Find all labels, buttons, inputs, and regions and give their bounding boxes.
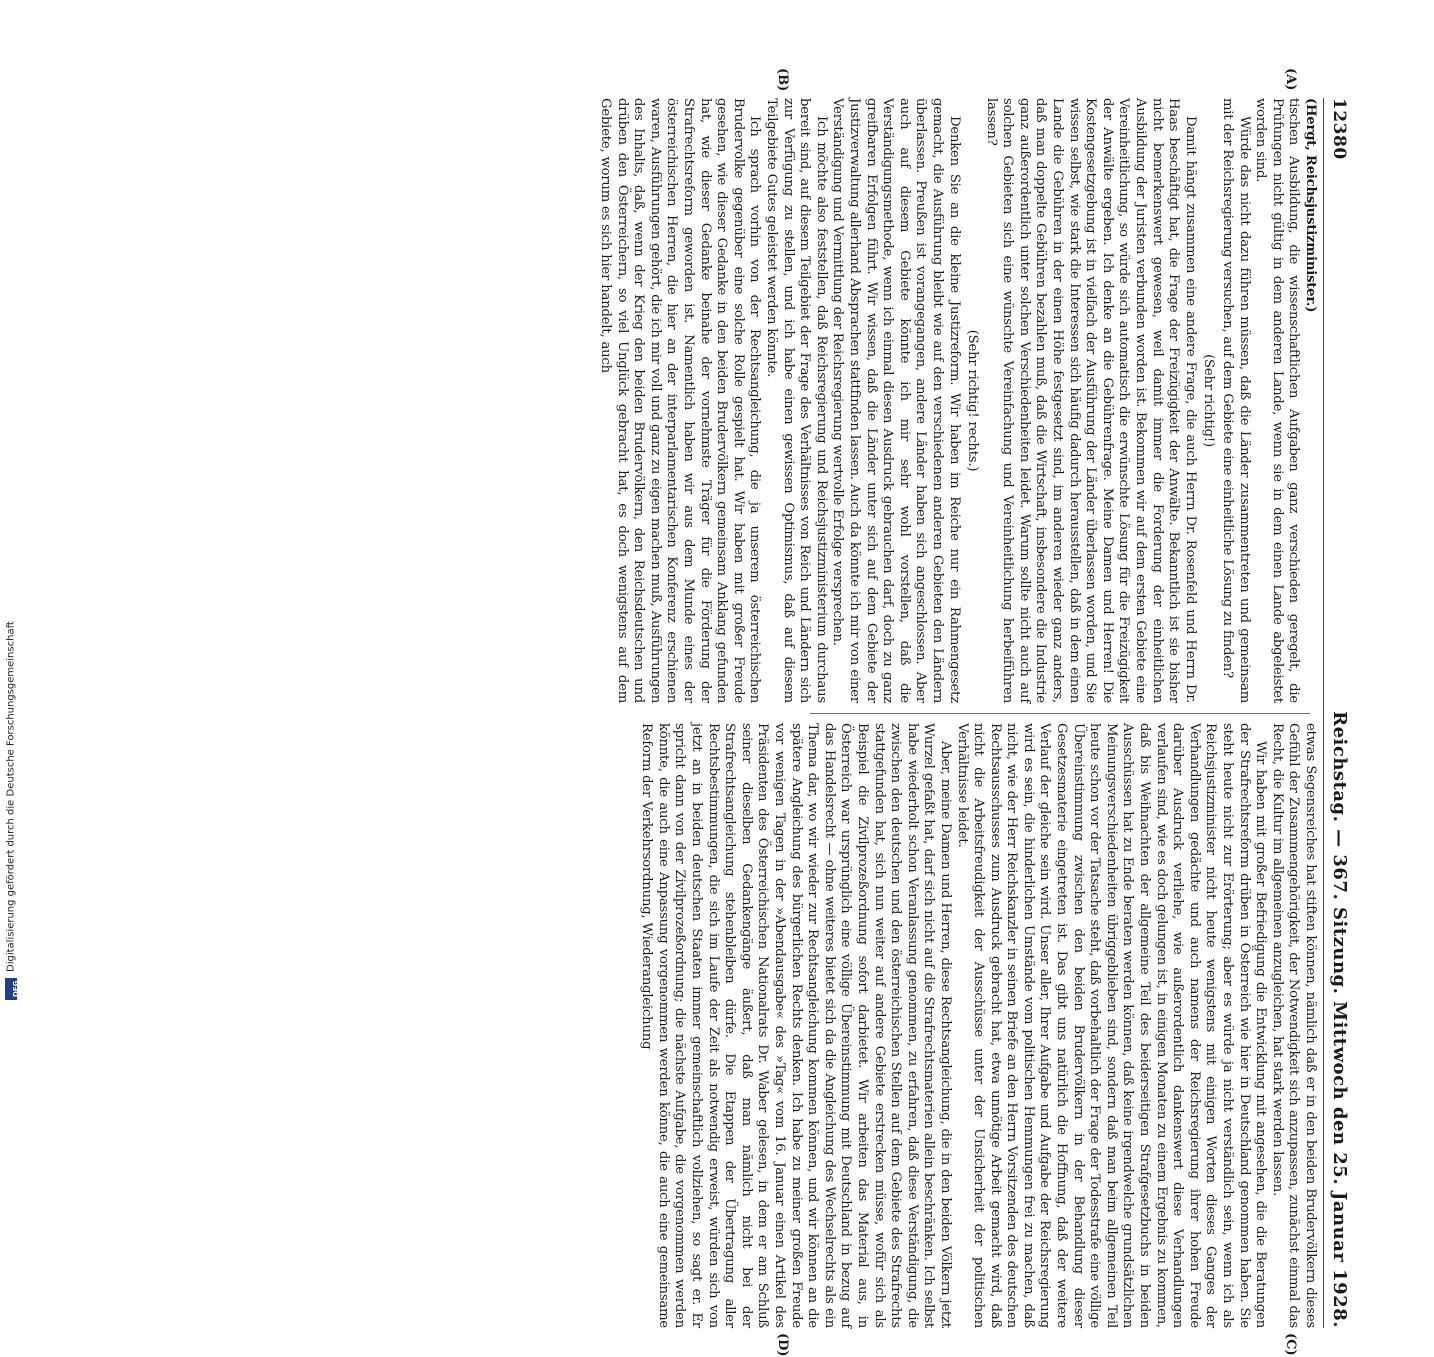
margin-marker-b: (B) bbox=[775, 68, 790, 92]
page-header bbox=[1323, 98, 1350, 1328]
margin-marker-d: (D) bbox=[775, 1333, 790, 1357]
speaker-label: (Hergt, Reichsjustizminister.) bbox=[1303, 98, 1318, 313]
rotated-document bbox=[120, 68, 1350, 1357]
right-column bbox=[548, 723, 1318, 1328]
reaction: (Sehr richtig!) bbox=[1201, 354, 1217, 447]
funding-note-text: Digitalisierung gefördert durch die Deutsche Forschungsgemeinschaft bbox=[5, 621, 17, 972]
funding-note bbox=[4, 0, 18, 1000]
left-column bbox=[548, 98, 1318, 703]
paragraph: etwas Segensreiches hat stiften können, nämlich daß er in den beiden Brudervölkern dieses Gefühl der Zusammengehörigkeit, der Notwendigkeit sich anzupassen, zunächst einmal das Recht, die Kultur im allgemeinen anzugleichen, hat stark werden lassen. bbox=[1269, 723, 1318, 1328]
paragraph: tischen Ausbildung, die wissenschaftlichen Aufgaben ganz verschieden geregelt, die Prüfungen nicht gültig in dem anderen Lande, wenn sie in dem einen Lande abgeleistet worden sind. bbox=[1253, 98, 1302, 703]
paragraph: Damit hängt zusammen eine andere Frage, die auch Herrn Dr. Rosenfeld und Herrn Dr. Haas beschäftigt hat, die Frage der Freizügigkeit der Anwälte. Bekanntlich ist sie bisher nicht bemerkenswert gewesen, weil damit immer die Forderung der einheitlichen Ausbildung der Juristen verbunden worden ist. Bekommen wir auf dem ersten Gebiete eine Vereinheitlichung, so würde sich automatisch die erwünschte Lösung für die Freizügigkeit der Anwälte ergeben. Ich denke an die Gebührenfrage. Meine Damen und Herren! Die Kostengesetzgebung ist in vielfach der Ausführung der Länder überlassen worden, und Sie wissen selbst, wie stark die Interessen sich häufig dadurch herausstellen, daß in dem einen Lande die Gebühren in der einen Höhe festgesetzt sind, im anderen wieder ganz anders, daß man doppelte Gebühren bezahlen muß, daß die Wirtschaft, insbesondere die Industrie ganz außerordentlich unter solchen Verschiedenheiten leidet. Warum sollte nicht auch auf solchen Gebieten sich eine wünschte Vereinfachung und Vereinheitlichung herbeiführen lassen? bbox=[983, 98, 1198, 703]
text-columns bbox=[548, 98, 1318, 1328]
paragraph: Würde das nicht dazu führen müssen, daß die Länder zusammentreten und gemeinsam mit der Reichsregierung versuchen, auf dem Gebiete eine einheitliche Lösung zu finden? bbox=[1220, 98, 1252, 703]
margin-marker-c: (C) bbox=[1283, 1333, 1298, 1356]
paragraph: Wir haben mit großer Befriedigung die Entwicklung mit angesehen, die die Beratungen der Strafrechtsreform drüben in Österreich wie hier in Deutschland genommen haben. Sie steht heute nicht zur Erörterung; aber es würde ja nicht verständlich sein, wenn ich als Reichsjustizminister nicht heute wenigstens mit einigen Worten dieses Ganges der Verhandlungen gedächte und auch namens der Reichsregierung ihrer hohen Freude darüber Ausdruck verliehe, wie außerordentlich dankenswert diese Verhandlungen verlaufen sind, wie es doch gelungen ist, in einigen Monaten zu einem Ergebnis zu kommen, daß bis Weihnachten der allgemeine Teil des beiderseitigen Strafgesetzbuchs in beiden Ausschüssen hat zu Ende beraten werden können, daß keine irgendwelche grundsätzlichen Meinungsverschiedenheiten übriggeblieben sind, sondern daß man beim allgemeinen Teil heute schon vor der Tatsache steht, daß vorbehaltlich der Frage der Todesstrafe eine völlige Übereinstimmung zwischen den beiden Brudervölkern in der Behandlung dieser Gesetzesmaterie eingetreten ist. Das gibt uns natürlich die Hoffnung, daß der weitere Verlauf der gleiche sein wird. Unser aller, Ihrer Aufgabe und Aufgabe der Reichsregierung wird es sein, die hinderlichen Umstände vom politischen Hemmungen frei zu machen, daß nicht, wie der Herr Reichskanzler in seinen Briefe an den Herrn Vorsitzenden des deutschen Rechtsausschusses zum Ausdruck gebracht hat, etwa unnötige Arbeit gemacht wird, daß nicht die Arbeitsfreudigkeit der Ausschüsse unter der Unsicherheit der politischen Verhältnisse leidet. bbox=[954, 723, 1269, 1328]
dfg-logo: DFG bbox=[5, 978, 17, 1000]
margin-marker-a: (A) bbox=[1283, 68, 1298, 91]
page-number: 12380 bbox=[1329, 98, 1349, 160]
paragraph: Ich möchte also feststellen, daß Reichsregierung und Reichsjustizministerium durchaus bereit sind, auf diesem Teilgebiet der Frage des Verhältnisses von Reich und Ländern sich zur Verfügung zu stellen, und ich habe einen gewissen Optimismus, daß auf diesem Teilgebiete Gutes geleistet werden könnte. bbox=[764, 98, 829, 703]
paragraph: Aber, meine Damen und Herren, diese Rechtsangleichung, die in den beiden Völkern jetzt Wurzel gefaßt hat, darf sich nicht auf die Strafrechtsmaterien allein beschränken. Ich selbst habe wiederholt schon Veranlassung genommen, zu erfahren, daß diese Verständigung, die zwischen den deutschen und den österreichischen Stellen auf dem Gebiete des Strafrechts stattgefunden hat, sich nun weiter auf andere Gebiete erstrecken müsse, wofür sich als Beispiel die Zivilprozeßordnung sofort darbietet. Wir arbeiten das Material aus, in Österreich war ursprünglich eine völlige Übereinstimmung mit Deutschland in bezug auf das Handelsrecht — ohne weiteres bietet sich da die Angleichung des Wechselrechts als ein Thema dar, wo wir wieder zur Rechtsangleichung kommen können, und wir können an die spätere Angleichung des bürgerlichen Rechts denken. Ich habe zu meiner großen Freude vor wenigen Tagen in der »Abendausgabe« des »Tag« vom 16. Januar einen Artikel des Präsidenten des Österreichischen Nationalrats Dr. Waber gelesen, in dem er am Schluß seiner dieselben Gedankengänge äußert, daß man nämlich nicht bei der Strafrechtsangleichung stehenbleiben dürfe. Die Etappen der Übertragung aller Rechtsbestimmungen, die sich im Laufe der Zeit als notwendig erweist, würden sich von jetzt an in beiden deutschen Staaten immer gemeinschaftlich vollziehen, so sagt er. Er spricht dann von der Zivilprozeßordnung; die nächste Aufgabe, die vorgenommen werden könnte, die auch eine Anpassung vorgenommen werden könne, die auch eine gemeinsame Reform der Verkehrsordnung, Wiederangleichung bbox=[639, 723, 953, 1328]
paragraph: Denken Sie an die kleine Justizreform. Wir haben im Reiche nur ein Rahmengesetz gemacht, die Ausführung bleibt wie auf den verschiedenen anderen Gebieten den Ländern überlassen. Preußen ist vorangegangen, andere Länder haben sich angeschlossen. Aber auch auf diesem Gebiete könnte ich mir sehr wohl vorstellen, daß die Verständigungsmethode, wenn ich einmal diesen Ausdruck gebrauchen darf, doch zu ganz greifbaren Erfolgen führt. Wir wissen, daß die Länder unter sich auf dem Gebiete der Justizverwaltung allerhand Absprachen stattfinden lassen. Auch da könnte ich mir von einer Verständigung und Vermittlung der Reichsregierung wertvolle Erfolge versprechen. bbox=[830, 98, 962, 703]
page-title: Reichstag. — 367. Sitzung. Mittwoch den 25. Januar 1928. bbox=[1329, 711, 1350, 1328]
paragraph: Ich sprach vorhin von der Rechtsangleichung, die ja unserem österreichischen Brudervolke gegenüber eine solche Rolle gespielt hat. Wir haben mit großer Freude gesehen, wie dieser Gedanke in den beiden Brudervölkern gemeinsam Anklang gefunden hat, wie dieser Gedanke beinahe der vornehmste Träger für die Förderung der Strafrechtsreform geworden ist. Namentlich haben wir aus dem Munde eines der österreichischen Herren, die hier an der interparlamentarischen Konferenz erschienen waren, Ausführungen gehört, die ich mir voll und ganz zu eigen machen muß, Ausführungen des Inhalts, daß, wenn der Krieg den beiden Brudervölkern, den Reichsdeutschen und drüben den Österreichern, so viel Unglück gebracht hat, es doch wenigstens auf dem Gebiete, worum es sich hier handelt, auch bbox=[598, 98, 763, 703]
reaction: (Sehr richtig! rechts.) bbox=[965, 329, 981, 472]
